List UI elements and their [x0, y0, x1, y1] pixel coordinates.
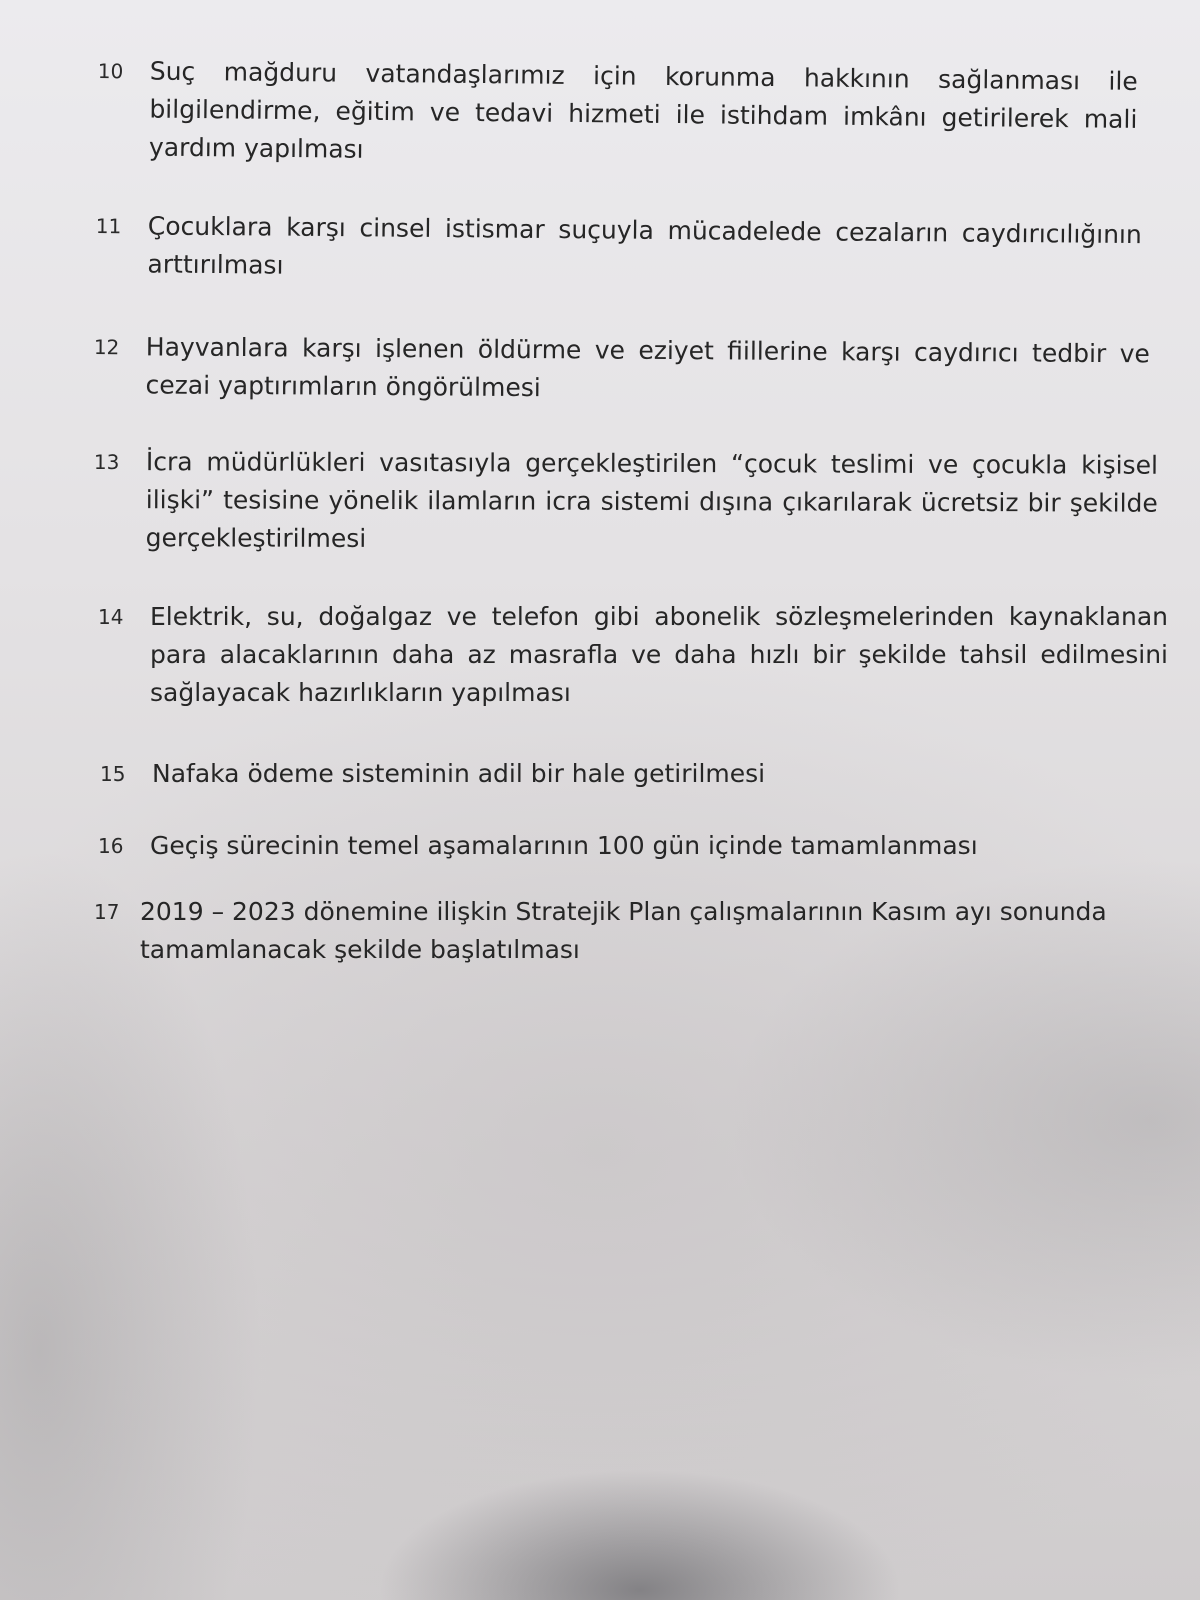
item-number: 10 — [97, 58, 124, 84]
item-number: 12 — [93, 334, 120, 360]
list-item — [98, 827, 1158, 865]
list-item — [97, 52, 1138, 177]
item-text: Çocuklara karşı cinsel istismar suçuyla mücadelede cezaların caydırıcılığının arttırılması — [147, 211, 1142, 280]
list-item — [100, 755, 1160, 793]
list-item — [93, 328, 1150, 411]
item-text: Nafaka ödeme sisteminin adil bir hale getirilmesi — [152, 759, 766, 788]
item-text: 2019 – 2023 dönemine ilişkin Stratejik Plan çalışmalarının Kasım ayı sonunda tamamlanacak şekilde başlatılması — [140, 897, 1107, 964]
item-number: 15 — [100, 762, 126, 786]
item-number: 13 — [93, 449, 120, 475]
item-number: 14 — [98, 605, 124, 629]
item-number: 11 — [95, 213, 122, 239]
item-text: İcra müdürlükleri vasıtasıyla gerçekleştirilen “çocuk teslimi ve çocukla kişisel ilişki” tesisine yönelik ilamların icra sistemi dışına çıkarılarak ücretsiz bir şekilde gerçekleştirilmesi — [145, 447, 1158, 553]
item-text: Hayvanlara karşı işlenen öldürme ve eziyet fiillerine karşı caydırıcı tedbir ve cezai yaptırımların öngörülmesi — [145, 332, 1150, 403]
item-text: Elektrik, su, doğalgaz ve telefon gibi abonelik sözleşmelerinden kaynaklanan para alacaklarının daha az masrafla ve daha hızlı bir şekilde tahsil edilmesini sağlayacak hazırlıkların yapılması — [150, 602, 1168, 707]
item-number: 17 — [94, 900, 120, 924]
list-item — [95, 207, 1142, 292]
item-text: Suç mağduru vatandaşlarımız için korunma hakkının sağlanması ile bilgilendirme, eğitim ve tedavi hizmeti ile istihdam imkânı getirilerek mali yardım yapılması — [148, 56, 1138, 164]
list-item — [94, 443, 1158, 561]
item-text: Geçiş sürecinin temel aşamalarının 100 gün içinde tamamlanması — [150, 831, 978, 860]
item-number: 16 — [98, 834, 124, 858]
list-item — [94, 893, 1174, 969]
list-item — [98, 598, 1168, 712]
